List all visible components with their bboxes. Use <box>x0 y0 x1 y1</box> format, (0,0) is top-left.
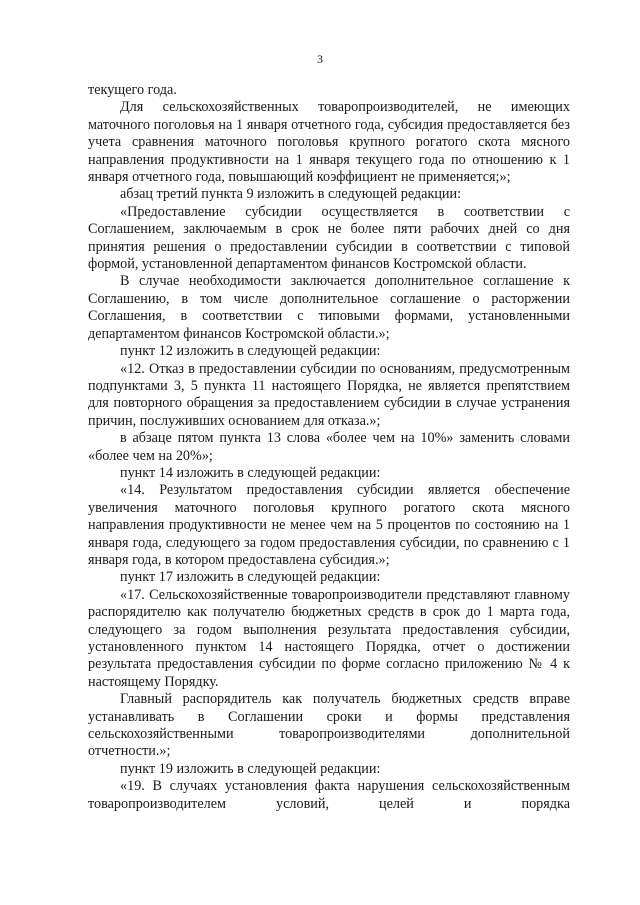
paragraph: пункт 17 изложить в следующей редакции: <box>120 569 381 586</box>
paragraph: пункт 19 изложить в следующей редакции: <box>120 760 381 777</box>
paragraph: абзац третий пункта 9 изложить в следующей редакции: <box>120 186 462 203</box>
paragraph: пункт 14 изложить в следующей редакции: <box>120 464 381 481</box>
paragraph: Главный распорядитель как получатель бюджетных средств вправе устанавливать в Соглашении сроки и формы представления сельскохозяйственными товаропроизводителями дополнительной отчетности.»; <box>88 691 570 760</box>
page-number: 3 <box>317 52 323 66</box>
paragraph: В случае необходимости заключается дополнительное соглашение к Соглашению, в том числе дополнительное соглашение о расторжении Соглашения, в соответствии с типовыми формами, установленными департаментом финансов Костромской области.»; <box>88 273 570 342</box>
paragraph: «14. Результатом предоставления субсидии является обеспечение увеличения маточного поголовья крупного рогатого скота мясного направления продуктивности не менее чем на 5 процентов по состоянию на 1 января года, следующего за годом предоставления субсидии, по сравнению с 1 января года, в котором предоставлена субсидия.»; <box>88 482 570 568</box>
paragraph: пункт 12 изложить в следующей редакции: <box>120 343 381 360</box>
paragraph: «12. Отказ в предоставлении субсидии по основаниям, предусмотренным подпунктами 3, 5 пункта 11 настоящего Порядка, не является препятствием для повторного обращения за предоставлением субсидии в случае устранения причин, послуживших основанием для отказа.»; <box>88 360 570 429</box>
document-body <box>88 82 570 813</box>
paragraph: «19. В случаях установления факта нарушения сельскохозяйственным товаропроизводителем условий, целей и порядка <box>88 778 570 812</box>
paragraph: «Предоставление субсидии осуществляется в соответствии с Соглашением, заключаемым в срок не более пяти рабочих дней со дня принятия решения о предоставлении субсидии в соответствии с типовой формой, установленной департаментом финансов Костромской области. <box>88 203 570 273</box>
paragraph: Для сельскохозяйственных товаропроизводителей, не имеющих маточного поголовья на 1 января отчетного года, субсидия предоставляется без учета сравнения маточного поголовья крупного рогатого скота мясного направления продуктивности на 1 января текущего года по отношению к 1 января отчетного года, повышающий коэффициент не применяется;»; <box>88 99 570 186</box>
paragraph: «17. Сельскохозяйственные товаропроизводители представляют главному распорядителю как получателю бюджетных средств в срок до 1 марта года, следующего за годом выполнения результата предоставления субсидии, установленного пунктом 14 настоящего Порядка, отчет о достижении результата предоставления субсидии по форме согласно приложению № 4 к настоящему Порядку. <box>88 586 570 690</box>
paragraph: в абзаце пятом пункта 13 слова «более чем на 10%» заменить словами «более чем на 20%»; <box>88 430 570 464</box>
paragraph: текущего года. <box>88 82 177 98</box>
